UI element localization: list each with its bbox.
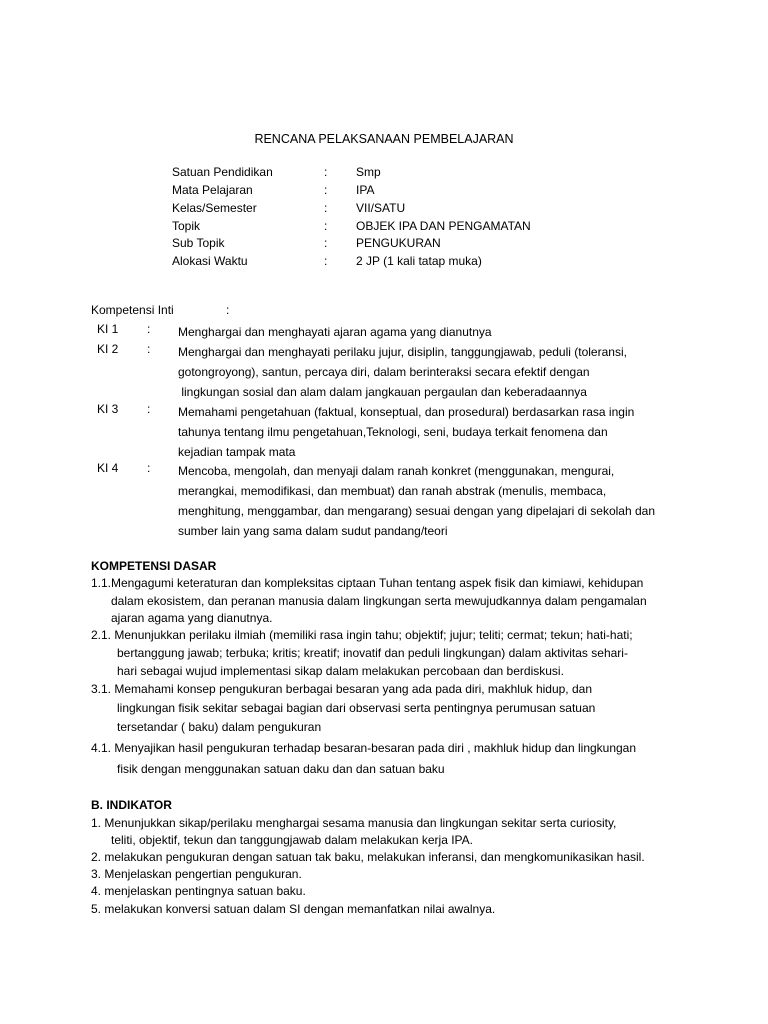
ki-code: KI 1 xyxy=(97,322,119,336)
ki-line: lingkungan sosial dan alam dalam jangkauan pergaulan dan keberadaannya xyxy=(178,385,587,399)
ki-colon: : xyxy=(147,402,151,416)
identity-label: Topik xyxy=(172,219,201,233)
kd-heading: KOMPETENSI DASAR xyxy=(91,559,217,573)
identity-colon: : xyxy=(324,165,328,179)
kd-line: 1.1.Mengagumi keteraturan dan kompleksitas ciptaan Tuhan tentang aspek fisik dan kimiawi, kehidupan xyxy=(91,576,644,590)
identity-label: Satuan Pendidikan xyxy=(172,165,273,179)
kd-line: 4.1. Menyajikan hasil pengukuran terhadap besaran-besaran pada diri , makhluk hidup dan lingkungan xyxy=(91,741,637,755)
identity-label: Mata Pelajaran xyxy=(172,183,253,197)
kd-line: bertanggung jawab; terbuka; kritis; kreatif; inovatif dan peduli lingkungan) dalam aktivitas sehari- xyxy=(117,646,628,660)
ki-colon: : xyxy=(147,342,151,356)
kd-line: dalam ekosistem, dan peranan manusia dalam lingkungan serta mewujudkannya dalam pengamalan xyxy=(111,594,647,608)
identity-colon: : xyxy=(324,236,328,250)
kd-line: 2.1. Menunjukkan perilaku ilmiah (memiliki rasa ingin tahu; objektif; jujur; teliti; cermat; tekun; hati-hati; xyxy=(91,628,633,642)
identity-value: 2 JP (1 kali tatap muka) xyxy=(356,254,482,268)
identity-colon: : xyxy=(324,254,328,268)
identity-label: Kelas/Semester xyxy=(172,201,257,215)
identity-colon: : xyxy=(324,201,328,215)
ki-text xyxy=(178,322,768,342)
identity-value: IPA xyxy=(356,183,375,197)
ki-heading-colon: : xyxy=(226,303,230,317)
ki-line: menghitung, menggambar, dan mengarang) sesuai dengan yang dipelajari di sekolah dan xyxy=(178,504,655,518)
kd-line: tersetandar ( baku) dalam pengukuran xyxy=(117,720,322,734)
ki-text xyxy=(178,342,768,402)
ki-text xyxy=(178,461,768,541)
indikator-line: 2. melakukan pengukuran dengan satuan tak baku, melakukan inferansi, dan mengkomunikasikan hasil. xyxy=(91,850,645,864)
ki-line: gotongroyong), santun, percaya diri, dalam berinteraksi secara efektif dengan xyxy=(178,365,590,379)
ki-line: merangkai, memodifikasi, dan membuat) dan ranah abstrak (menulis, membaca, xyxy=(178,484,607,498)
kd-line: 3.1. Memahami konsep pengukuran berbagai besaran yang ada pada diri, makhluk hidup, dan xyxy=(91,682,592,696)
identity-value: Smp xyxy=(356,165,381,179)
indikator-line: 5. melakukan konversi satuan dalam SI dengan memanfatkan nilai awalnya. xyxy=(91,902,496,916)
identity-label: Sub Topik xyxy=(172,236,225,250)
kd-line: lingkungan fisik sekitar sebagai bagian dari observasi serta pentingnya perumusan satuan xyxy=(117,701,596,715)
identity-value: PENGUKURAN xyxy=(356,236,441,250)
ki-heading: Kompetensi Inti xyxy=(91,303,174,317)
indikator-line: 1. Menunjukkan sikap/perilaku menghargai sesama manusia dan lingkungan sekitar serta curiosity, xyxy=(91,816,617,830)
ki-line: sumber lain yang sama dalam sudut pandang/teori xyxy=(178,524,448,538)
kd-line: fisik dengan menggunakan satuan daku dan dan satuan baku xyxy=(117,762,445,776)
indikator-heading: B. INDIKATOR xyxy=(91,798,172,812)
indikator-line: 3. Menjelaskan pengertian pengukuran. xyxy=(91,867,302,881)
ki-colon: : xyxy=(147,461,151,475)
ki-code: KI 3 xyxy=(97,402,119,416)
ki-line: Memahami pengetahuan (faktual, konseptual, dan prosedural) berdasarkan rasa ingin xyxy=(178,405,635,419)
ki-line: Menghargai dan menghayati perilaku jujur, disiplin, tanggungjawab, peduli (toleransi, xyxy=(178,345,627,359)
document-title: RENCANA PELAKSANAAN PEMBELAJARAN xyxy=(254,132,514,146)
identity-value: VII/SATU xyxy=(356,201,406,215)
ki-colon: : xyxy=(147,322,151,336)
identity-value: OBJEK IPA DAN PENGAMATAN xyxy=(356,219,531,233)
ki-code: KI 2 xyxy=(97,342,119,356)
ki-line: Menghargai dan menghayati ajaran agama yang dianutnya xyxy=(178,325,492,339)
identity-label: Alokasi Waktu xyxy=(172,254,248,268)
ki-code: KI 4 xyxy=(97,461,119,475)
indikator-line: teliti, objektif, tekun dan tanggungjawab dalam melakukan kerja IPA. xyxy=(111,833,473,847)
kd-line: hari sebagai wujud implementasi sikap dalam melakukan percobaan dan berdiskusi. xyxy=(117,664,564,678)
ki-line: tahunya tentang ilmu pengetahuan,Teknologi, seni, budaya terkait fenomena dan xyxy=(178,425,608,439)
ki-line: Mencoba, mengolah, dan menyaji dalam ranah konkret (menggunakan, mengurai, xyxy=(178,464,615,478)
ki-line: kejadian tampak mata xyxy=(178,445,296,459)
kd-line: ajaran agama yang dianutnya. xyxy=(111,611,273,625)
indikator-line: 4. menjelaskan pentingnya satuan baku. xyxy=(91,884,306,898)
identity-colon: : xyxy=(324,219,328,233)
identity-colon: : xyxy=(324,183,328,197)
ki-text xyxy=(178,402,768,462)
